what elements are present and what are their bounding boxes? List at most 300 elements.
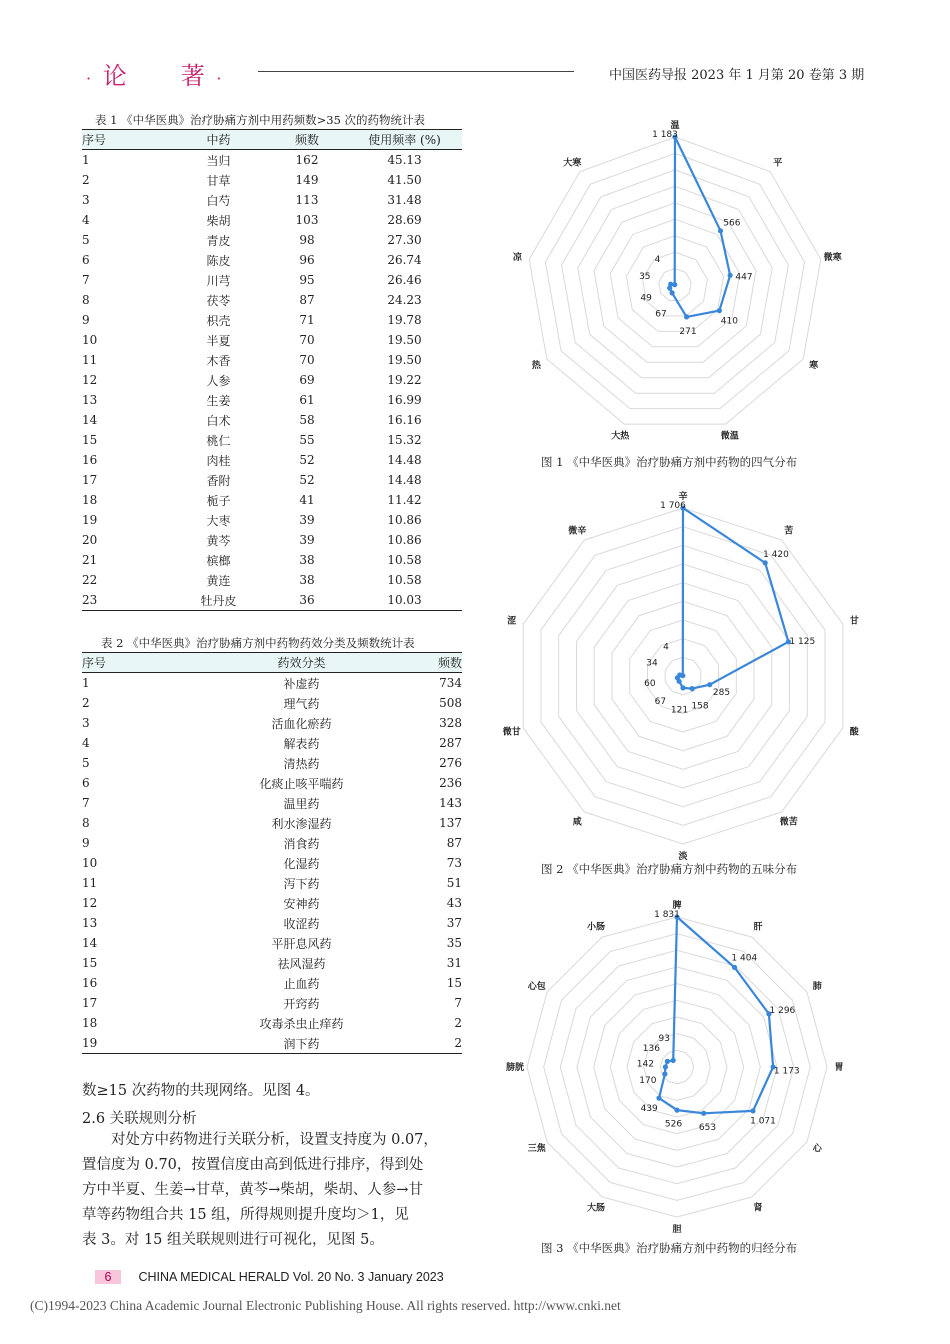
table-cell: 3 bbox=[82, 716, 90, 730]
table-cell: 化湿药 bbox=[283, 856, 320, 871]
data-value-label: 1 831 bbox=[654, 910, 680, 920]
table-cell: 生姜 bbox=[206, 393, 231, 408]
data-value-label: 1 183 bbox=[652, 130, 678, 140]
table-cell: 17 bbox=[82, 996, 98, 1010]
axis-category-label: 脾 bbox=[672, 901, 682, 911]
data-point bbox=[662, 1071, 667, 1076]
data-value-label: 93 bbox=[658, 1033, 670, 1044]
journal-info: 中国医药导报 2023 年 1 月第 20 卷第 3 期 bbox=[609, 68, 865, 83]
page-number: 6 bbox=[95, 1270, 121, 1284]
table-cell: 37 bbox=[446, 916, 462, 930]
table-cell: 14 bbox=[82, 936, 98, 950]
table-cell: 45.13 bbox=[387, 153, 422, 167]
table-cell: 137 bbox=[439, 816, 462, 830]
table-cell: 10.86 bbox=[387, 533, 422, 547]
data-value-label: 34 bbox=[646, 658, 658, 669]
table-cell: 14.48 bbox=[387, 473, 422, 487]
data-value-label: 158 bbox=[691, 701, 709, 712]
data-value-label: 1 404 bbox=[731, 953, 758, 964]
table-cell: 栀子 bbox=[206, 493, 231, 508]
table-cell: 22 bbox=[82, 573, 98, 587]
table-cell: 1 bbox=[82, 153, 90, 167]
data-point bbox=[684, 314, 689, 319]
table-cell: 19 bbox=[82, 1033, 208, 1054]
body-paragraph bbox=[82, 1128, 438, 1253]
table-cell: 温里药 bbox=[283, 796, 320, 811]
table-cell: 734 bbox=[439, 676, 462, 690]
copyright-notice: (C)1994-2023 China Academic Journal Electronic Publishing House. All rights reserved. http://www.cnki.net bbox=[30, 1298, 621, 1313]
table-cell: 15.32 bbox=[387, 433, 422, 447]
axis-category-label: 酸 bbox=[849, 727, 859, 738]
table-cell: 20 bbox=[82, 533, 98, 547]
axis-category-label: 微辛 bbox=[568, 526, 587, 537]
axis-category-label: 胆 bbox=[672, 1225, 682, 1235]
page-footer bbox=[95, 1270, 444, 1284]
table-cell: 补虚药 bbox=[283, 676, 320, 691]
data-value-label: 410 bbox=[720, 316, 738, 327]
table-cell: 70 bbox=[299, 333, 315, 347]
table-cell: 61 bbox=[299, 393, 315, 407]
axis-category-label: 平 bbox=[773, 158, 783, 169]
table1 bbox=[82, 129, 462, 611]
data-value-label: 653 bbox=[698, 1122, 717, 1133]
axis-category-label: 苦 bbox=[784, 526, 794, 537]
data-value-label: 1 071 bbox=[750, 1116, 776, 1127]
section-title bbox=[86, 56, 223, 91]
data-value-label: 1 420 bbox=[763, 549, 789, 560]
radar-chart-svg bbox=[500, 487, 870, 862]
table-row bbox=[82, 370, 462, 390]
table-cell: 39 bbox=[299, 513, 315, 527]
table-cell: 黄连 bbox=[206, 573, 231, 588]
table-cell: 5 bbox=[82, 233, 90, 247]
table-row bbox=[82, 873, 462, 893]
table-cell: 7 bbox=[82, 273, 90, 287]
table-cell: 2 bbox=[454, 1016, 462, 1030]
table-cell: 51 bbox=[446, 876, 462, 890]
table-row bbox=[82, 773, 462, 793]
data-value-label: 67 bbox=[654, 697, 667, 708]
table-cell: 71 bbox=[299, 313, 315, 327]
data-value-label: 121 bbox=[670, 705, 689, 716]
table-row bbox=[82, 833, 462, 853]
table-cell: 236 bbox=[439, 776, 462, 790]
axis-category-label: 微苦 bbox=[779, 817, 798, 828]
figure1-caption: 图 1 《中华医典》治疗胁痛方剂中药物的四气分布 bbox=[541, 455, 798, 469]
axis-category-label: 咸 bbox=[572, 817, 582, 828]
radar-chart-svg bbox=[500, 108, 870, 453]
data-value-label: 1 296 bbox=[769, 1006, 796, 1017]
table-row bbox=[82, 350, 462, 370]
table-row bbox=[82, 290, 462, 310]
data-point bbox=[656, 1096, 661, 1101]
data-value-label: 526 bbox=[664, 1119, 683, 1130]
table-row bbox=[82, 973, 462, 993]
table-row bbox=[82, 550, 462, 570]
axis-category-label: 微温 bbox=[720, 431, 739, 442]
data-value-label: 170 bbox=[639, 1075, 657, 1086]
axis-category-label: 心包 bbox=[527, 982, 546, 992]
table-cell: 青皮 bbox=[206, 233, 231, 248]
table-cell: 香附 bbox=[206, 473, 231, 488]
table-row bbox=[82, 310, 462, 330]
table1-caption: 表 1 《中华医典》治疗胁痛方剂中用药频数>35 次的药物统计表 bbox=[95, 113, 426, 127]
axis-category-label: 小肠 bbox=[586, 922, 606, 933]
table-cell: 清热药 bbox=[283, 756, 320, 771]
table-row bbox=[82, 1013, 462, 1033]
table1-header-cell: 中药 bbox=[170, 130, 267, 150]
table-cell: 19 bbox=[82, 513, 98, 527]
data-point bbox=[674, 1108, 679, 1113]
table-cell: 4 bbox=[82, 736, 90, 750]
table-row bbox=[82, 953, 462, 973]
table-row bbox=[82, 813, 462, 833]
table-row bbox=[82, 270, 462, 290]
table-row bbox=[82, 250, 462, 270]
table-row bbox=[82, 170, 462, 190]
table2-header-row bbox=[82, 653, 462, 673]
table-cell: 35 bbox=[446, 936, 462, 950]
table2 bbox=[82, 652, 462, 1054]
data-point bbox=[680, 673, 685, 678]
table-cell: 28.69 bbox=[387, 213, 422, 227]
axis-category-label: 胃 bbox=[834, 1063, 844, 1073]
table-row bbox=[82, 1033, 462, 1054]
table-cell: 陈皮 bbox=[206, 253, 231, 268]
table-cell: 肉桂 bbox=[206, 453, 231, 468]
table-cell: 2 bbox=[82, 696, 90, 710]
table-cell: 24.23 bbox=[387, 293, 422, 307]
table-cell: 55 bbox=[299, 433, 315, 447]
table-cell: 12 bbox=[82, 373, 98, 387]
table-cell: 6 bbox=[82, 253, 90, 267]
table-row bbox=[82, 510, 462, 530]
table-cell: 9 bbox=[82, 313, 90, 327]
table-cell: 26.74 bbox=[387, 253, 422, 267]
table-cell: 12 bbox=[82, 896, 98, 910]
table-cell: 茯苓 bbox=[206, 293, 231, 308]
data-value-label: 439 bbox=[640, 1104, 658, 1115]
table-cell: 10.58 bbox=[387, 573, 422, 587]
table-cell: 38 bbox=[299, 553, 315, 567]
table-cell: 6 bbox=[82, 776, 90, 790]
data-value-label: 67 bbox=[655, 309, 667, 320]
table-cell: 13 bbox=[82, 916, 98, 930]
para-line: 草等药物组合共 15 组，所得规则提升度均＞1，见 bbox=[82, 1207, 409, 1223]
table-cell: 开窍药 bbox=[283, 996, 320, 1011]
table-cell: 半夏 bbox=[206, 333, 231, 348]
table-cell: 23 bbox=[82, 590, 170, 611]
journal-line: CHINA MEDICAL HERALD Vol. 20 No. 3 January 2023 bbox=[138, 1270, 444, 1284]
table-row bbox=[82, 430, 462, 450]
data-value-label: 1 173 bbox=[773, 1066, 800, 1077]
table-cell: 解表药 bbox=[283, 736, 320, 751]
table-row bbox=[82, 733, 462, 753]
axis-category-label: 寒 bbox=[809, 361, 819, 371]
table-cell: 润下药 bbox=[208, 1033, 395, 1054]
table-cell: 5 bbox=[82, 756, 90, 770]
grid-ring bbox=[610, 1000, 743, 1133]
data-value-label: 566 bbox=[723, 218, 741, 229]
table-cell: 13 bbox=[82, 393, 98, 407]
table-cell: 木香 bbox=[206, 353, 231, 368]
grid-ring bbox=[544, 934, 811, 1201]
axis-category-label: 辛 bbox=[678, 492, 688, 502]
data-value-label: 1 125 bbox=[789, 636, 816, 647]
para-line: 方中半夏、生姜→甘草，黄芩→柴胡，柴胡、人参→甘 bbox=[82, 1182, 423, 1198]
table-cell: 10 bbox=[82, 333, 98, 347]
table-cell: 当归 bbox=[206, 153, 231, 168]
table-row bbox=[82, 530, 462, 550]
table2-header-cell: 序号 bbox=[82, 653, 208, 673]
table-cell: 4 bbox=[82, 213, 90, 227]
table-cell: 白芍 bbox=[206, 193, 231, 208]
data-value-label: 136 bbox=[642, 1044, 660, 1055]
axis-category-label: 大肠 bbox=[586, 1203, 606, 1214]
data-point bbox=[717, 308, 722, 313]
data-point bbox=[732, 965, 737, 970]
axis-category-label: 甘 bbox=[849, 616, 859, 627]
table-cell: 白术 bbox=[206, 413, 231, 428]
table-cell: 14.48 bbox=[387, 453, 422, 467]
data-value-label: 4 bbox=[663, 642, 669, 653]
data-point bbox=[718, 228, 723, 233]
table-cell: 87 bbox=[299, 293, 315, 307]
data-value-label: 49 bbox=[640, 293, 652, 304]
axis-category-label: 膀胱 bbox=[505, 1063, 525, 1073]
table-cell: 87 bbox=[446, 836, 462, 850]
table-cell: 大枣 bbox=[206, 513, 231, 528]
table2-header-cell: 频数 bbox=[395, 653, 462, 673]
table-cell: 38 bbox=[299, 573, 315, 587]
table-row bbox=[82, 150, 462, 171]
para-line: 表 3。对 15 组关联规则进行可视化，见图 5。 bbox=[82, 1232, 384, 1248]
para-line: 置信度为 0.70，按置信度由高到低进行排序，得到处 bbox=[82, 1157, 424, 1173]
table-cell: 枳壳 bbox=[206, 313, 231, 328]
table-row bbox=[82, 893, 462, 913]
table-cell: 消食药 bbox=[283, 836, 320, 851]
table-row bbox=[82, 190, 462, 210]
table-cell: 柴胡 bbox=[206, 213, 231, 228]
table-cell: 攻毒杀虫止痒药 bbox=[259, 1016, 344, 1031]
table-cell: 15 bbox=[82, 433, 98, 447]
table-row bbox=[82, 693, 462, 713]
table-cell: 化痰止咳平喘药 bbox=[259, 776, 344, 791]
axis-category-label: 涩 bbox=[507, 616, 517, 627]
table-cell: 143 bbox=[439, 796, 462, 810]
table-cell: 7 bbox=[454, 996, 462, 1010]
table-row bbox=[82, 913, 462, 933]
table-cell: 15 bbox=[82, 956, 98, 970]
table-cell: 41 bbox=[299, 493, 315, 507]
body-line: 数≥15 次药物的共现网络。见图 4。 bbox=[82, 1083, 320, 1099]
table-cell: 16.99 bbox=[387, 393, 422, 407]
figure2-caption: 图 2 《中华医典》治疗胁痛方剂中药物的五味分布 bbox=[541, 862, 798, 876]
axis-category-label: 肝 bbox=[753, 922, 763, 933]
table-cell: 16 bbox=[82, 976, 98, 990]
data-point bbox=[701, 1111, 706, 1116]
table-row bbox=[82, 673, 462, 694]
table-cell: 祛风湿药 bbox=[277, 956, 326, 971]
table-cell: 10 bbox=[82, 856, 98, 870]
table-cell: 31 bbox=[446, 956, 462, 970]
table-cell: 26.46 bbox=[387, 273, 422, 287]
table-cell: 黄芩 bbox=[206, 533, 231, 548]
table-cell: 安神药 bbox=[283, 896, 320, 911]
table-cell: 11.42 bbox=[387, 493, 422, 507]
axis-category-label: 大热 bbox=[611, 431, 630, 442]
table-cell: 52 bbox=[299, 473, 315, 487]
table-row bbox=[82, 390, 462, 410]
table-cell: 18 bbox=[82, 1016, 98, 1030]
section-title-text: 论 著 bbox=[102, 62, 207, 90]
data-value-label: 4 bbox=[654, 254, 661, 265]
table-row bbox=[82, 793, 462, 813]
table-cell: 10.58 bbox=[387, 553, 422, 567]
table-cell: 43 bbox=[446, 896, 462, 910]
data-value-label: 142 bbox=[636, 1059, 654, 1070]
data-point bbox=[728, 273, 733, 278]
data-point bbox=[707, 682, 712, 687]
bullet-dot-icon: · bbox=[86, 69, 94, 88]
table-cell: 10.03 bbox=[347, 590, 462, 611]
section-heading: 2.6 关联规则分析 bbox=[82, 1111, 197, 1127]
table-cell: 27.30 bbox=[387, 233, 422, 247]
table-cell: 15 bbox=[446, 976, 462, 990]
axis-category-label: 热 bbox=[531, 361, 541, 371]
table-row bbox=[82, 230, 462, 250]
table-cell: 162 bbox=[295, 153, 319, 167]
table-cell: 16 bbox=[82, 453, 98, 467]
data-point bbox=[670, 290, 675, 295]
table-cell: 149 bbox=[295, 173, 319, 187]
radar-chart-four-qi bbox=[500, 108, 870, 453]
table-cell: 113 bbox=[295, 193, 319, 207]
table-row bbox=[82, 450, 462, 470]
table-row bbox=[82, 490, 462, 510]
table2-header-cell: 药效分类 bbox=[208, 653, 395, 673]
radar-chart-meridians bbox=[500, 893, 870, 1238]
axis-category-label: 凉 bbox=[512, 253, 522, 264]
table-row bbox=[82, 993, 462, 1013]
axis-category-label: 三焦 bbox=[527, 1144, 546, 1154]
table-cell: 10.86 bbox=[387, 513, 422, 527]
table-cell: 平肝息风药 bbox=[271, 936, 332, 951]
table-row bbox=[82, 470, 462, 490]
table-cell: 利水渗湿药 bbox=[271, 816, 332, 831]
figure3-caption: 图 3 《中华医典》治疗胁痛方剂中药物的归经分布 bbox=[541, 1241, 798, 1255]
data-point bbox=[672, 282, 677, 287]
table-cell: 21 bbox=[82, 553, 98, 567]
axis-category-label: 温 bbox=[670, 121, 680, 131]
table-cell: 70 bbox=[299, 353, 315, 367]
data-point bbox=[671, 1058, 676, 1063]
table-cell: 287 bbox=[439, 736, 462, 750]
table-cell: 7 bbox=[82, 796, 90, 810]
table-cell: 98 bbox=[299, 233, 315, 247]
table-row bbox=[82, 410, 462, 430]
table-cell: 14 bbox=[82, 413, 98, 427]
table-cell: 31.48 bbox=[387, 193, 422, 207]
table-cell: 8 bbox=[82, 293, 90, 307]
table-cell: 9 bbox=[82, 836, 90, 850]
table-cell: 11 bbox=[82, 876, 98, 890]
table-cell: 95 bbox=[299, 273, 315, 287]
radar-chart-five-flavors bbox=[500, 487, 870, 862]
axis-category-label: 淡 bbox=[678, 852, 688, 862]
bullet-dot-icon: · bbox=[216, 69, 224, 88]
table-cell: 19.78 bbox=[387, 313, 422, 327]
axis-category-label: 大寒 bbox=[563, 158, 582, 169]
data-point bbox=[665, 1059, 670, 1064]
table-row bbox=[82, 753, 462, 773]
table-cell: 276 bbox=[439, 756, 462, 770]
data-value-label: 447 bbox=[735, 272, 753, 283]
grid-ring bbox=[577, 967, 777, 1167]
table-cell: 19.50 bbox=[387, 333, 422, 347]
data-point bbox=[750, 1108, 755, 1113]
table1-header-row bbox=[82, 130, 462, 150]
table-row bbox=[82, 933, 462, 953]
data-value-label: 271 bbox=[679, 326, 697, 337]
table-cell: 508 bbox=[439, 696, 462, 710]
header-rule bbox=[258, 71, 574, 72]
table-cell: 18 bbox=[82, 493, 98, 507]
table-cell: 2 bbox=[82, 173, 90, 187]
table1-header-cell: 序号 bbox=[82, 130, 170, 150]
table-cell: 收涩药 bbox=[283, 916, 320, 931]
axis-category-label: 肾 bbox=[753, 1203, 763, 1214]
table-cell: 牡丹皮 bbox=[170, 590, 267, 611]
table-cell: 103 bbox=[295, 213, 319, 227]
table-cell: 11 bbox=[82, 353, 98, 367]
table-row bbox=[82, 590, 462, 611]
axis-category-label: 微甘 bbox=[502, 727, 521, 738]
table-cell: 17 bbox=[82, 473, 98, 487]
table-cell: 58 bbox=[299, 413, 315, 427]
table-cell: 人参 bbox=[206, 373, 231, 388]
table-cell: 活血化瘀药 bbox=[271, 716, 332, 731]
axis-category-label: 肺 bbox=[812, 982, 822, 992]
table-cell: 川芎 bbox=[206, 273, 231, 288]
data-value-label: 35 bbox=[639, 272, 651, 283]
table-cell: 41.50 bbox=[387, 173, 422, 187]
table-row bbox=[82, 330, 462, 350]
table-cell: 槟榔 bbox=[206, 553, 231, 568]
table-cell: 理气药 bbox=[283, 696, 320, 711]
table-cell: 甘草 bbox=[206, 173, 231, 188]
table-cell: 桃仁 bbox=[206, 433, 231, 448]
data-point bbox=[663, 1064, 668, 1069]
data-point bbox=[680, 685, 685, 690]
para-line: 对处方中药物进行关联分析，设置支持度为 0.07， bbox=[82, 1132, 438, 1148]
data-point bbox=[763, 560, 768, 565]
table-row bbox=[82, 853, 462, 873]
table-row bbox=[82, 713, 462, 733]
table1-header-cell: 使用频率 (%) bbox=[347, 130, 462, 150]
table-cell: 16.16 bbox=[387, 413, 422, 427]
table-cell: 止血药 bbox=[283, 976, 320, 991]
table-cell: 19.22 bbox=[387, 373, 422, 387]
data-value-label: 60 bbox=[644, 679, 656, 690]
radar-chart-svg bbox=[500, 893, 870, 1238]
axis-category-label: 心 bbox=[812, 1144, 822, 1154]
table-cell: 2 bbox=[395, 1033, 462, 1054]
table-cell: 39 bbox=[299, 533, 315, 547]
table1-header-cell: 频数 bbox=[267, 130, 347, 150]
table-row bbox=[82, 570, 462, 590]
table-row bbox=[82, 210, 462, 230]
